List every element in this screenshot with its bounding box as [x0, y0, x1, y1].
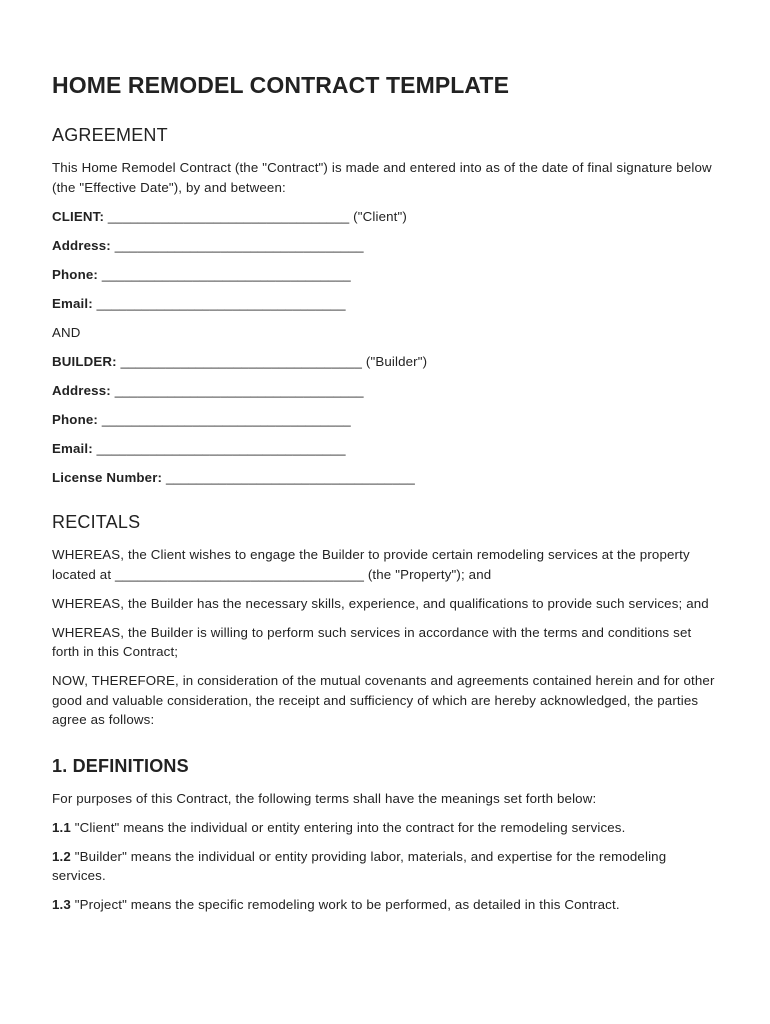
definition-number: 1.3	[52, 897, 71, 912]
builder-name-field	[52, 352, 718, 372]
client-label: CLIENT:	[52, 208, 105, 224]
definitions-intro: For purposes of this Contract, the following terms shall have the meanings set forth below:	[52, 790, 597, 806]
client-line: ________________________________ ("Client")	[104, 208, 407, 224]
client-address-line: _________________________________	[110, 237, 364, 253]
agreement-heading: AGREEMENT	[52, 125, 168, 145]
definitions-heading: 1. DEFINITIONS	[52, 755, 189, 776]
builder-phone-field	[52, 410, 718, 430]
agreement-intro: This Home Remodel Contract (the "Contract") is made and entered into as of the date of final signature below (the "Effective Date"), by and between:	[52, 160, 712, 195]
builder-license-field	[52, 468, 718, 488]
definition-text: "Builder" means the individual or entity providing labor, materials, and expertise for the remodeling services.	[52, 848, 667, 883]
recital-paragraph: WHEREAS, the Client wishes to engage the Builder to provide certain remodeling services at the property located at _________________________________ (the "Property"); and	[52, 547, 690, 582]
definition-text: "Project" means the specific remodeling work to be performed, as detailed in this Contract.	[70, 897, 620, 912]
definition-text: "Client" means the individual or entity entering into the contract for the remodeling services.	[70, 819, 626, 835]
builder-phone-line: _________________________________	[97, 411, 351, 427]
client-email-line: _________________________________	[92, 295, 346, 311]
builder-address-field	[52, 381, 718, 401]
document-title: HOME REMODEL CONTRACT TEMPLATE	[52, 72, 510, 98]
client-phone-label: Phone:	[52, 266, 98, 282]
builder-license-label: License Number:	[52, 469, 163, 485]
definition-number: 1.2	[52, 848, 71, 864]
client-phone-line: _________________________________	[97, 266, 351, 282]
builder-address-label: Address:	[52, 382, 111, 398]
builder-address-line: _________________________________	[110, 382, 364, 398]
definition-number: 1.1	[52, 819, 71, 835]
builder-line: ________________________________ ("Builder")	[116, 353, 428, 369]
builder-license-line: _________________________________	[162, 469, 415, 485]
client-address-field	[52, 236, 718, 256]
client-name-field	[52, 207, 718, 227]
client-phone-field	[52, 265, 718, 285]
recital-paragraph: WHEREAS, the Builder has the necessary skills, experience, and qualifications to provide such services; and	[52, 595, 709, 611]
definition-item	[52, 818, 718, 838]
client-email-label: Email:	[52, 295, 93, 311]
and-separator: AND	[52, 324, 81, 340]
recitals-heading: RECITALS	[52, 512, 141, 532]
builder-email-line: _________________________________	[92, 440, 346, 456]
builder-label: BUILDER:	[52, 353, 117, 369]
recital-paragraph: NOW, THEREFORE, in consideration of the mutual covenants and agreements contained herein and for other good and valuable consideration, the receipt and sufficiency of which are hereby acknowledged, the parties agree as follows:	[52, 673, 715, 727]
client-address-label: Address:	[52, 237, 111, 253]
recital-paragraph: WHEREAS, the Builder is willing to perform such services in accordance with the terms and conditions set forth in this Contract;	[52, 624, 692, 659]
builder-email-label: Email:	[52, 440, 93, 456]
definition-item	[52, 895, 718, 915]
client-email-field	[52, 294, 718, 314]
builder-email-field	[52, 439, 718, 459]
builder-phone-label: Phone:	[52, 411, 98, 427]
definition-item	[52, 847, 718, 886]
